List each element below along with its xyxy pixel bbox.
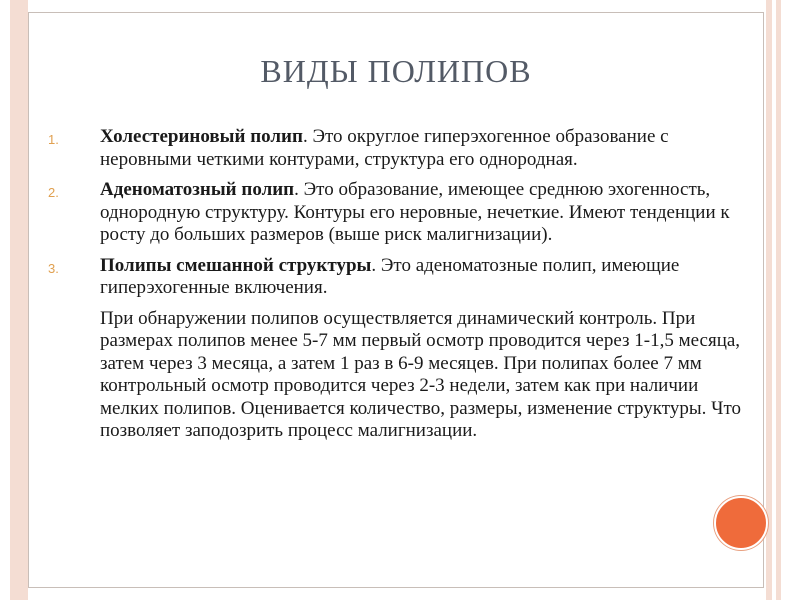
- list-term: Холестериновый полип: [100, 126, 303, 147]
- slide-content: [40, 126, 750, 443]
- monitoring-paragraph: При обнаружении полипов осуществляется динамический контроль. При размерах полипов менее 5-7 мм первый осмотр проводится через 1-1,5 месяца, затем через 3 месяца, а затем 1 раз в 6-9 месяцев. При полипах более 7 мм контрольный осмотр проводится через 2-3 недели, затем как при наличии мелких полипов. Оценивается количество, размеры, изменение структуры. Что позволяет заподозрить процесс малигнизации.: [100, 307, 741, 441]
- slide-title: ВИДЫ ПОЛИПОВ: [260, 53, 532, 89]
- list-number: 1.: [48, 132, 59, 147]
- list-item: [40, 179, 750, 247]
- list-number: 3.: [48, 260, 59, 276]
- list-text: . Это округлое гиперэхогенное образование с неровными четкими контурами, структура его однородная.: [100, 126, 669, 170]
- decorative-circle: [714, 496, 768, 550]
- list-term: Аденоматозный полип: [100, 179, 295, 200]
- list-number: 2.: [48, 185, 59, 200]
- right-decorative-bar-outer: [766, 0, 772, 600]
- list-term: Полипы смешанной структуры: [100, 254, 372, 276]
- list-item: [40, 255, 750, 300]
- list-item: [40, 126, 750, 171]
- list-text: . Это аденоматозные полип, имеющие гиперэхогенные включения.: [100, 254, 680, 298]
- list-text: . Это образование, имеющее среднюю эхогенность, однородную структуру. Контуры его неровные, нечеткие. Имеют тенденции к росту до больших размеров (выше риск малигнизации).: [100, 179, 730, 245]
- right-decorative-bar-inner: [776, 0, 781, 600]
- left-decorative-bar: [10, 0, 28, 600]
